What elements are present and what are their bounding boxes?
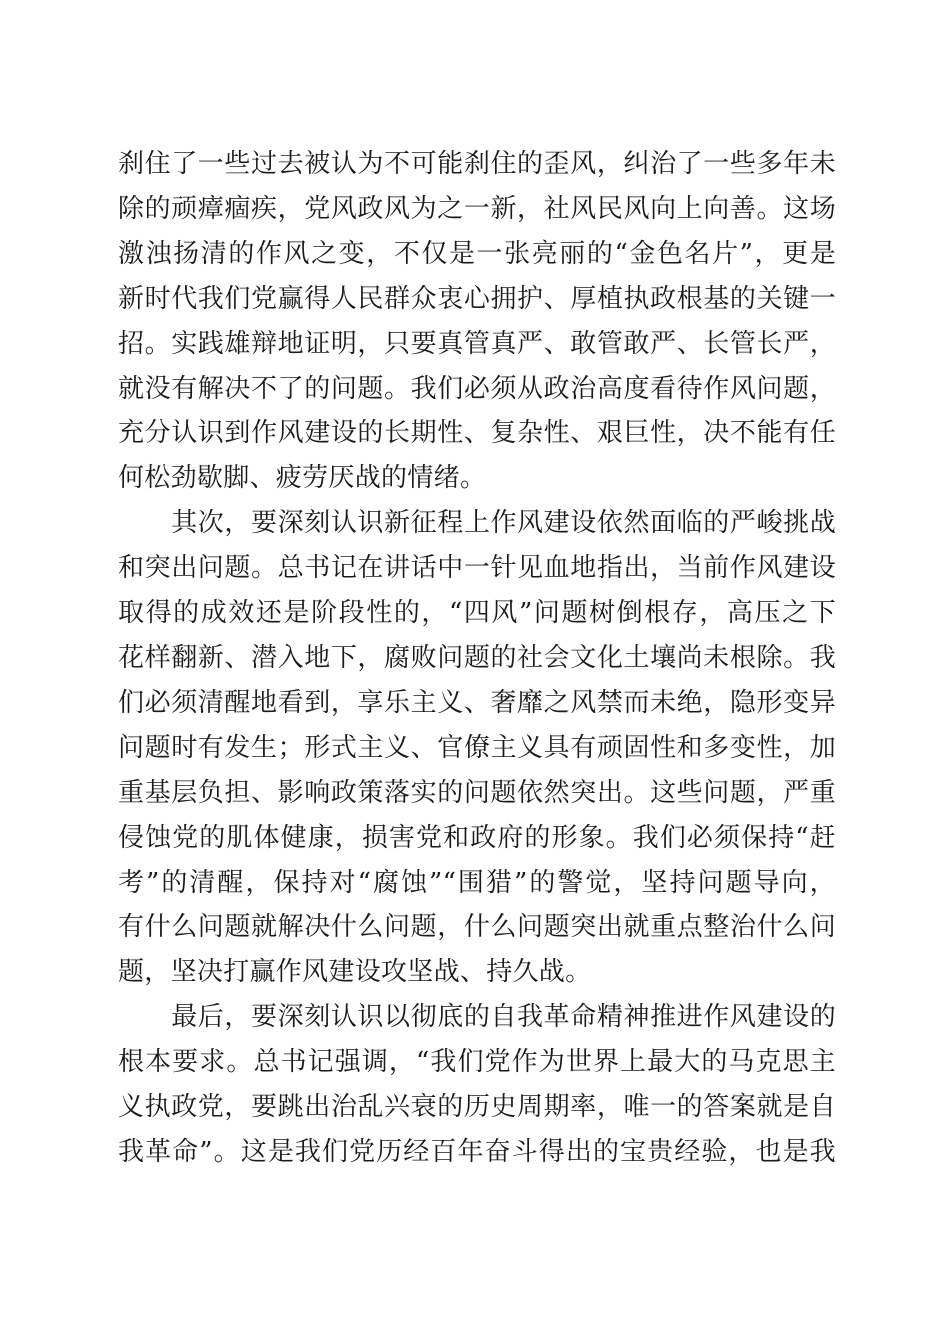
document-body xyxy=(118,142,836,1175)
text-line: 们必须清醒地看到，享乐主义、奢靡之风禁而未绝，隐形变异 xyxy=(118,687,836,718)
text-line: 花样翻新、潜入地下，腐败问题的社会文化土壤尚未根除。我 xyxy=(118,642,836,673)
text-line: 除的顽瘴痼疾，党风政风为之一新，社风民风向上向善。这场 xyxy=(118,193,836,224)
text-line: 根本要求。总书记强调，“我们党作为世界上最大的马克思主 xyxy=(118,1047,836,1078)
text-line: 取得的成效还是阶段性的，“四风”问题树倒根存，高压之下 xyxy=(118,598,836,629)
text-line: 有什么问题就解决什么问题，什么问题突出就重点整治什么问 xyxy=(118,912,836,943)
text-line: 考”的清醒，保持对“腐蚀”“围猎”的警觉，坚持问题导向， xyxy=(118,867,836,898)
text-line: 重基层负担、影响政策落实的问题依然突出。这些问题，严重 xyxy=(118,777,836,808)
text-line: 题，坚决打赢作风建设攻坚战、持久战。 xyxy=(118,957,592,988)
text-line: 何松劲歇脚、疲劳厌战的情绪。 xyxy=(118,463,487,494)
text-line: 义执政党，要跳出治乱兴衰的历史周期率，唯一的答案就是自 xyxy=(118,1092,836,1123)
text-line: 侵蚀党的肌体健康，损害党和政府的形象。我们必须保持“赶 xyxy=(118,822,836,853)
text-line: 我革命”。这是我们党历经百年奋斗得出的宝贵经验，也是我 xyxy=(118,1136,836,1167)
text-line: 其次，要深刻认识新征程上作风建设依然面临的严峻挑战 xyxy=(118,508,836,539)
paragraph-finally xyxy=(118,995,836,1175)
paragraph-continuation xyxy=(118,142,836,501)
text-line: 刹住了一些过去被认为不可能刹住的歪风，纠治了一些多年未 xyxy=(118,149,836,179)
text-line: 和突出问题。总书记在讲话中一针见血地指出，当前作风建设 xyxy=(118,553,836,584)
text-line: 最后，要深刻认识以彻底的自我革命精神推进作风建设的 xyxy=(118,1002,836,1033)
paragraph-second xyxy=(118,501,836,995)
text-line: 充分认识到作风建设的长期性、复杂性、艰巨性，决不能有任 xyxy=(118,418,836,449)
text-line: 问题时有发生；形式主义、官僚主义具有顽固性和多变性，加 xyxy=(118,732,836,763)
text-line: 激浊扬清的作风之变，不仅是一张亮丽的“金色名片”，更是 xyxy=(118,238,836,269)
text-line: 新时代我们党赢得人民群众衷心拥护、厚植执政根基的关键一 xyxy=(118,283,836,314)
text-line: 就没有解决不了的问题。我们必须从政治高度看待作风问题， xyxy=(118,373,836,404)
text-line: 招。实践雄辩地证明，只要真管真严、敢管敢严、长管长严， xyxy=(118,328,836,359)
